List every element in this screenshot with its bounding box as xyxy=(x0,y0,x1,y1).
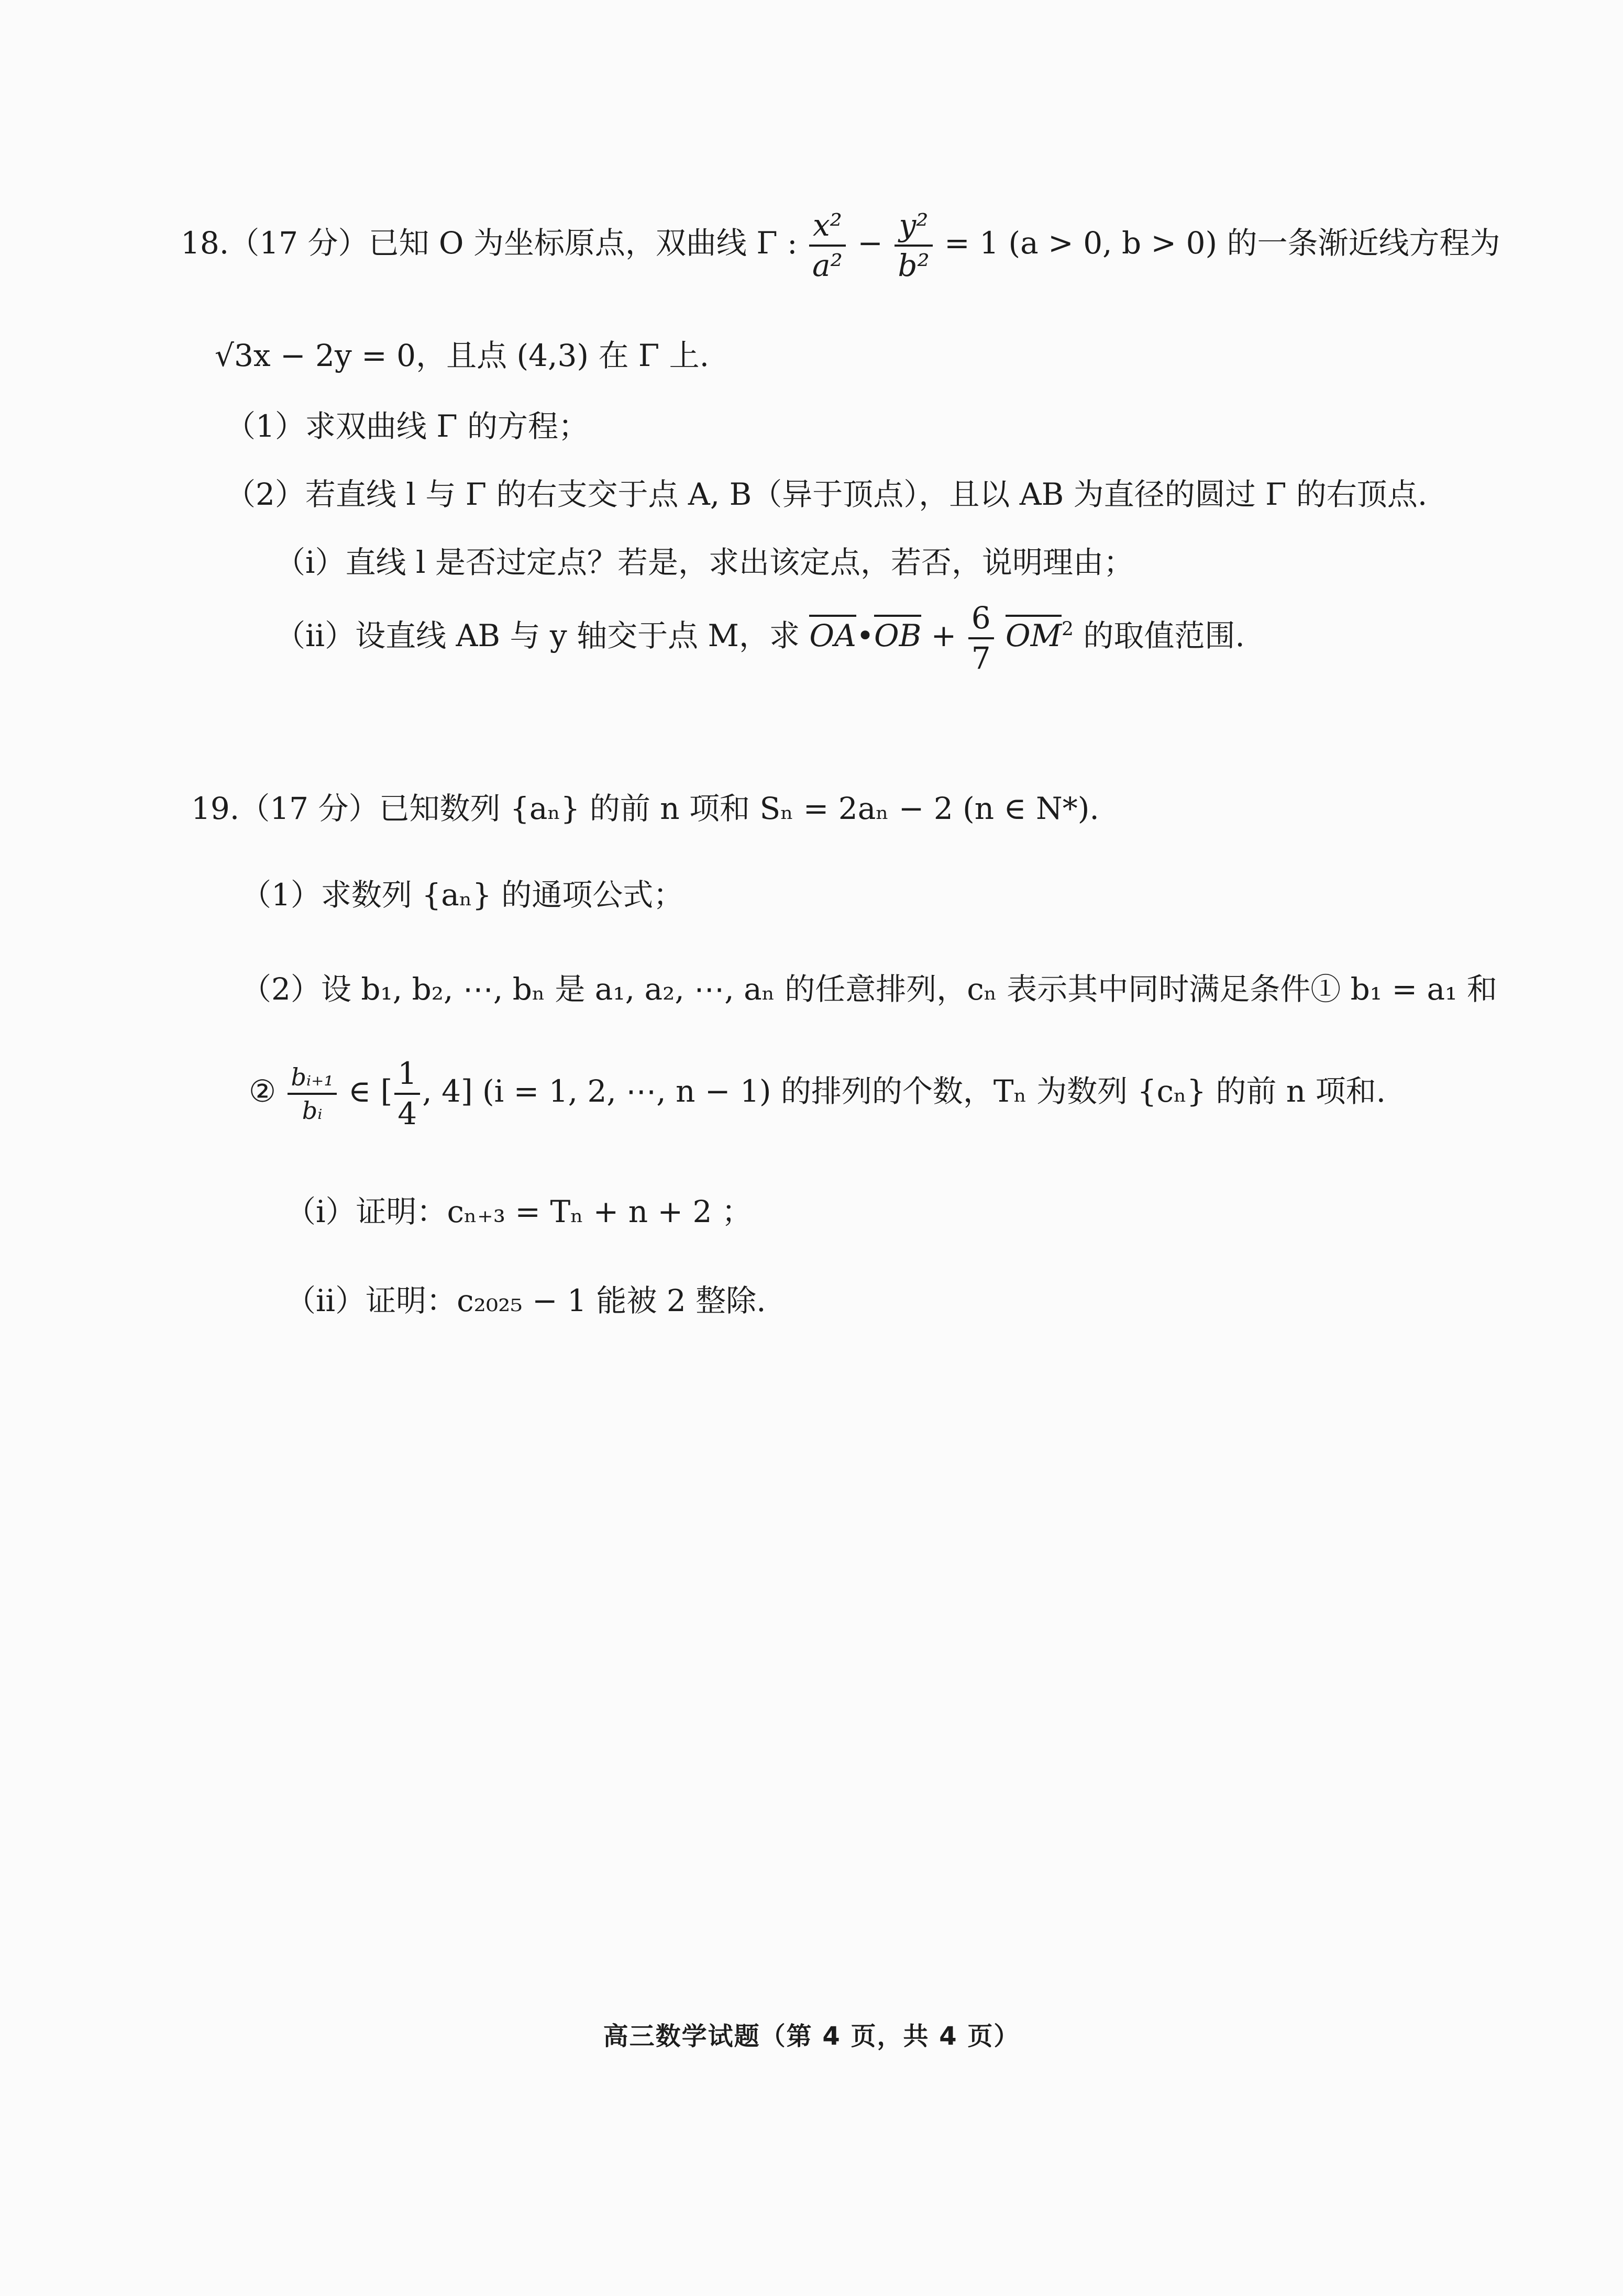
dot-product-sign: • xyxy=(856,617,875,653)
problem-18-part2-ii xyxy=(275,602,1245,674)
fraction-denominator: 4 xyxy=(398,1095,417,1132)
fraction-denominator: 7 xyxy=(971,640,991,676)
fraction-numerator: y² xyxy=(895,209,932,247)
fraction-numerator: x² xyxy=(809,209,846,247)
exponent-2: 2 xyxy=(1061,618,1074,640)
fraction-numerator: 6 xyxy=(968,602,994,639)
vector-ob: OB xyxy=(874,615,921,653)
fraction-denominator: bᵢ xyxy=(302,1096,323,1125)
hyperbola-condition-text: = 1 (a > 0, b > 0) 的一条渐近线方程为 xyxy=(944,225,1500,261)
fraction-x2-a2 xyxy=(809,209,846,282)
plus-sign: + xyxy=(931,617,957,653)
fraction-numerator: 1 xyxy=(394,1058,420,1095)
part2-ii-suffix: 的取值范围. xyxy=(1083,617,1245,653)
problem-18-part2-i: （i）直线 l 是否过定点？若是，求出该定点，若否，说明理由； xyxy=(275,545,1134,580)
problem-18-intro: 18.（17 分）已知 O 为坐标原点，双曲线 Γ : xyxy=(181,225,798,261)
page-footer: 高三数学试题（第 4 页，共 4 页） xyxy=(603,2022,1020,2051)
problem-18-line2: √3x − 2y = 0，且点 (4,3) 在 Γ 上. xyxy=(215,338,710,373)
condition-2-marker: ② xyxy=(249,1073,276,1109)
problem-19-part2-i: （i）证明：cₙ₊₃ = Tₙ + n + 2 ； xyxy=(285,1194,752,1229)
fraction-6-7 xyxy=(968,602,994,674)
problem-19-part1: （1）求数列 {aₙ} 的通项公式； xyxy=(241,877,684,913)
fraction-numerator: bᵢ₊₁ xyxy=(288,1064,336,1095)
problem-19-line1: 19.（17 分）已知数列 {aₙ} 的前 n 项和 Sₙ = 2aₙ − 2 (n ∈ N*). xyxy=(191,791,1099,826)
vector-om: OM xyxy=(1006,615,1062,653)
problem-18-part2: （2）若直线 l 与 Γ 的右支交于点 A, B（异于顶点），且以 AB 为直径的圆过 Γ 的右顶点. xyxy=(225,476,1428,512)
fraction-1-4 xyxy=(394,1058,420,1130)
fraction-y2-b2 xyxy=(895,209,932,282)
part2-ii-prefix: （ii）设直线 AB 与 y 轴交于点 M，求 xyxy=(275,617,800,653)
problem-18-part1: （1）求双曲线 Γ 的方程； xyxy=(225,408,589,444)
fraction-b-ratio xyxy=(288,1064,336,1124)
interval-open: ∈ [ xyxy=(348,1073,393,1109)
interval-rest-text: , 4] (i = 1, 2, ⋯, n − 1) 的排列的个数，Tₙ 为数列 {cₙ} 的前 n 项和. xyxy=(422,1073,1386,1109)
problem-19-part2-line1: （2）设 b₁, b₂, ⋯, bₙ 是 a₁, a₂, ⋯, aₙ 的任意排列，cₙ 表示其中同时满足条件① b₁ = a₁ 和 xyxy=(241,971,1497,1007)
fraction-denominator: a² xyxy=(812,247,843,283)
minus-sign: − xyxy=(857,225,883,261)
problem-19-part2-line2 xyxy=(249,1058,1386,1130)
vector-oa: OA xyxy=(809,615,856,653)
problem-19-part2-ii: （ii）证明：c₂₀₂₅ − 1 能被 2 整除. xyxy=(285,1283,766,1318)
problem-18-line1 xyxy=(181,209,1500,282)
fraction-denominator: b² xyxy=(898,247,930,283)
